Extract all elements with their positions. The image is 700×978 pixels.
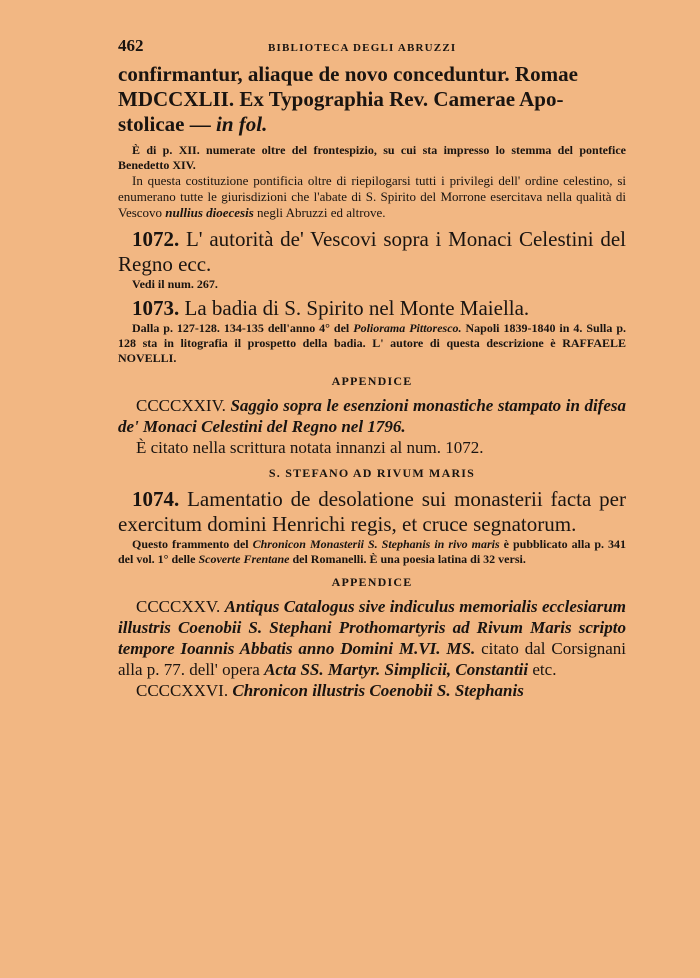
entry-1074-note — [118, 537, 626, 567]
entry-1073-note-italic: Poliorama Pittoresco. — [353, 321, 462, 335]
entry-1073-number: 1073. — [132, 296, 180, 320]
section-heading: S. STEFANO AD RIVUM MARIS — [268, 466, 476, 480]
entry-1073-note — [118, 321, 626, 366]
appendix-ccccxxiv-number: CCCCXXIV. — [136, 396, 226, 415]
entry-1073 — [118, 296, 626, 321]
appendix-ccccxxvi-title: Chronicon illustris Coenobii S. Stephanis — [232, 681, 524, 700]
appendix-heading-1: APPENDICE — [331, 374, 413, 388]
entry-1073-title: La badia di S. Spirito nel Monte Maiella. — [184, 296, 530, 320]
top-body-text-a: In questa costituzione pontificia oltre di riepilogarsi tutti i privilegi dell' ordine celestino, si enumerano tutte le giurisdizioni che l'abate di S. Spirito del Morrone esercitava nella qualità di Vescovo — [118, 173, 626, 220]
running-title: BIBLIOTECA DEGLI ABRUZZI — [268, 42, 457, 54]
top-body-text-b: negli Abruzzi ed altrove. — [253, 205, 386, 220]
entry-1073-author: RAFFAELE NOVELLI. — [118, 336, 626, 365]
entry-1072-note: Vedi il num. 267. — [132, 277, 218, 291]
appendix-ccccxxiv-note: È citato nella scrittura notata innanzi al num. 1072. — [136, 438, 484, 457]
appendix-ccccxxvi-number: CCCCXXVI. — [136, 681, 229, 700]
entry-1072-number: 1072. — [132, 227, 180, 251]
appendix-ccccxxv-italic-b: Acta SS. Martyr. Simplicii, Constantii — [264, 660, 529, 679]
appendix-ccccxxv-plain-b: etc. — [528, 660, 557, 679]
continued-title-line-2: MDCCXLII. Ex Typographia Rev. Camerae Apo- — [118, 87, 564, 111]
continued-title-line-3: stolicae — — [118, 112, 216, 136]
continued-title-line-1: confirmantur, aliaque de novo conceduntur. Romae — [118, 62, 578, 86]
entry-1074 — [118, 487, 626, 537]
appendix-heading-2: APPENDICE — [331, 575, 413, 589]
top-body — [118, 173, 626, 221]
appendix-ccccxxiv-title: Saggio sopra le esenzioni monastiche stampato in difesa de' Monaci Celestini del Regno nel 1796. — [118, 396, 627, 436]
appendix-ccccxxv-italic-a: Antiqus Catalogus sive indiculus memorialis ecclesiarum illustris Coenobii S. Stephani Prothomartyris ad Rivum Maris scripto tempore Ioannis Abbatis anno Domini M.VI. MS. — [118, 597, 626, 658]
continued-title — [118, 62, 626, 137]
entry-1074-note-italic-2: Scoverte Frentane — [198, 552, 290, 566]
appendix-ccccxxvi — [118, 680, 626, 701]
appendix-ccccxxv-number: CCCCXXV. — [136, 597, 221, 616]
top-description: È di p. XII. numerate oltre del frontespizio, su cui sta impresso lo stemma del pontefice Benedetto XIV. — [118, 143, 626, 172]
appendix-ccccxxv — [118, 596, 626, 680]
top-body-italic: nullius dioecesis — [165, 205, 254, 220]
appendix-ccccxxiv — [118, 395, 626, 437]
entry-1073-note-b: Napoli 1839-1840 in 4. Sulla p. 128 sta in litografia il prospetto della badia. L' autore di questa descrizione è — [118, 321, 627, 350]
entry-1074-note-a: Questo frammento del — [132, 537, 253, 551]
entry-1073-note-a: Dalla p. 127-128. 134-135 dell'anno 4° del — [132, 321, 354, 335]
entry-1074-number: 1074. — [132, 487, 180, 511]
entry-1074-note-b: è pubblicato alla p. 341 del vol. 1° delle — [118, 537, 626, 566]
entry-1072-title: L' autorità de' Vescovi sopra i Monaci Celestini del Regno ecc. — [118, 227, 627, 276]
appendix-ccccxxv-plain-a: citato dal Corsignani alla p. 77. dell' opera — [118, 639, 626, 679]
page-content — [118, 36, 626, 701]
entry-1072 — [118, 227, 626, 277]
page-header — [118, 36, 626, 62]
entry-1074-title: Lamentatio de desolatione sui monasterii facta per exercitum domini Henrichi regis, et cruce segnatorum. — [118, 487, 626, 536]
continued-title-format: in fol. — [215, 112, 268, 136]
entry-1074-note-italic-1: Chronicon Monasterii S. Stephanis in rivo maris — [252, 537, 500, 551]
page-number: 462 — [118, 36, 144, 55]
entry-1074-note-c: del Romanelli. È una poesia latina di 32 versi. — [289, 552, 526, 566]
